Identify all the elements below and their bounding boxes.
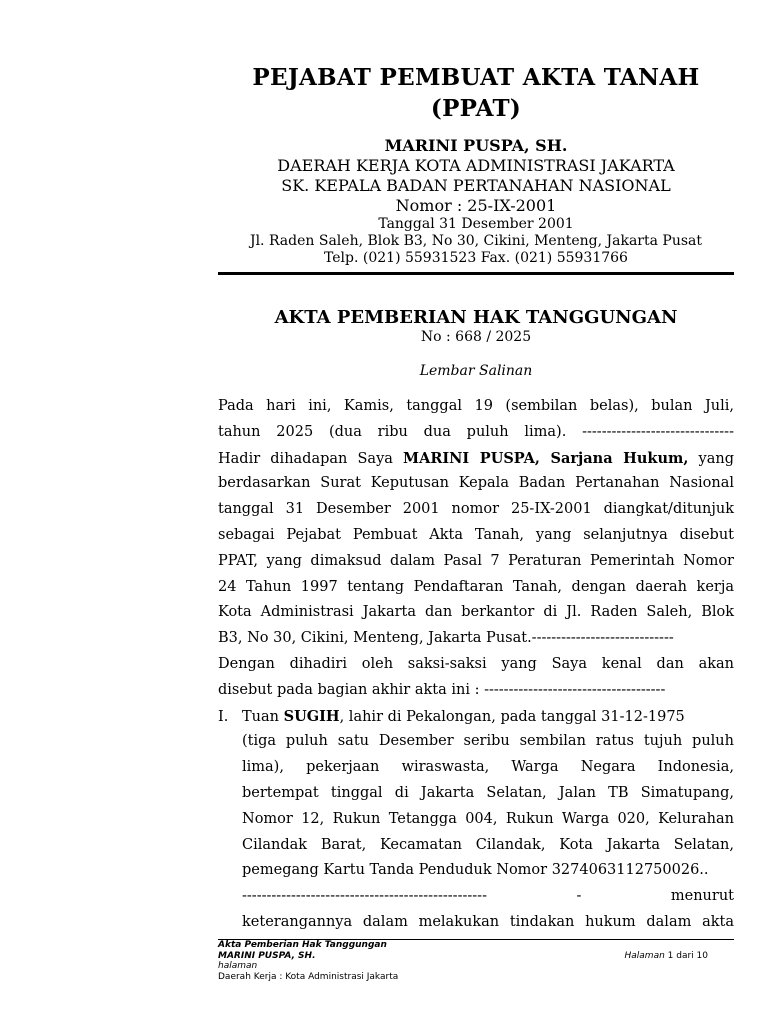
body-line: Kota Administrasi Jakarta dan berkantor di Jl. Raden Saleh, Blok [218, 604, 734, 621]
office-address: Jl. Raden Saleh, Blok B3, No 30, Cikini, Menteng, Jakarta Pusat [249, 233, 703, 249]
office-phone: Telp. (021) 55931523 Fax. (021) 55931766 [324, 250, 628, 266]
decree-number: Nomor : 25-IX-2001 [395, 196, 557, 215]
decree-date: Tanggal 31 Desember 2001 [378, 216, 574, 232]
body-line: bertempat tinggal di Jakarta Selatan, Jalan TB Simatupang, [242, 784, 734, 801]
footer-halaman: halaman [218, 961, 258, 971]
page-indicator: Halaman 1 dari 10 [624, 950, 708, 961]
footer-work-area: Daerah Kerja : Kota Administrasi Jakarta [218, 971, 399, 982]
body-line: Dengan dihadiri oleh saksi-saksi yang Saya kenal dan akan [218, 655, 734, 672]
body-line: tahun 2025 (dua ribu dua puluh lima). ------------------------------- [218, 423, 734, 440]
body-line: lima), pekerjaan wiraswasta, Warga Negara Indonesia, [242, 759, 734, 776]
body-line: disebut pada bagian akhir akta ini : ------------------------------------- [218, 681, 666, 698]
letterhead [218, 62, 734, 267]
body-line: Nomor 12, Rukun Tetangga 004, Rukun Warga 020, Kelurahan [242, 810, 734, 827]
work-area: DAERAH KERJA KOTA ADMINISTRASI JAKARTA [277, 156, 675, 175]
page-footer [218, 940, 734, 982]
body-line: Pada hari ini, Kamis, tanggal 19 (sembilan belas), bulan Juli, [218, 398, 734, 414]
party-item: I. Tuan SUGIH, lahir di Pekalongan, pada tanggal 31-12-1975 [218, 704, 734, 730]
body-line: pemegang Kartu Tanda Penduduk Nomor 3274063112750026.. [242, 862, 709, 879]
officer-name: MARINI PUSPA, SH. [384, 136, 568, 155]
body-line: sebagai Pejabat Pembuat Akta Tanah, yang selanjutnya disebut [218, 526, 734, 543]
decree-issuer: SK. KEPALA BADAN PERTANAHAN NASIONAL [281, 176, 671, 195]
body-line: B3, No 30, Cikini, Menteng, Jakarta Pusat.----------------------------- [218, 630, 674, 647]
officer-name-bold: MARINI PUSPA, Sarjana Hukum, [403, 449, 689, 467]
deed-body [218, 394, 734, 936]
letterhead-title-abbr: (PPAT) [430, 95, 522, 122]
body-line: Cilandak Barat, Kecamatan Cilandak, Kota Jakarta Selatan, [242, 836, 734, 853]
body-line: Hadir dihadapan Saya MARINI PUSPA, Sarjana Hukum, yang [218, 449, 734, 467]
body-line: 24 Tahun 1997 tentang Pendaftaran Tanah, dengan daerah kerja [218, 578, 734, 595]
item-number: I. [218, 708, 229, 725]
body-line: (tiga puluh satu Desember seribu sembilan ratus tujuh puluh [242, 733, 734, 750]
body-line: berdasarkan Surat Keputusan Kepala Badan Pertanahan Nasional [218, 475, 734, 492]
footer-officer: MARINI PUSPA, SH. [218, 950, 316, 961]
deed-title: AKTA PEMBERIAN HAK TANGGUNGAN [274, 307, 678, 328]
copy-label: Lembar Salinan [419, 363, 533, 379]
party-name: SUGIH [283, 707, 340, 725]
letterhead-divider [218, 272, 734, 275]
footer-doc-name: Akta Pemberian Hak Tanggungan [218, 940, 387, 950]
body-line: PPAT, yang dimaksud dalam Pasal 7 Peraturan Pemerintah Nomor [218, 552, 734, 569]
deed-number: No : 668 / 2025 [420, 329, 532, 345]
letterhead-title: PEJABAT PEMBUAT AKTA TANAH [252, 64, 700, 91]
body-line: keterangannya dalam melakukan tindakan hukum dalam akta [242, 913, 734, 930]
body-line: tanggal 31 Desember 2001 nomor 25-IX-2001 diangkat/ditunjuk [218, 501, 734, 518]
body-line: -------------------------------------------------- - menurut [242, 888, 734, 905]
